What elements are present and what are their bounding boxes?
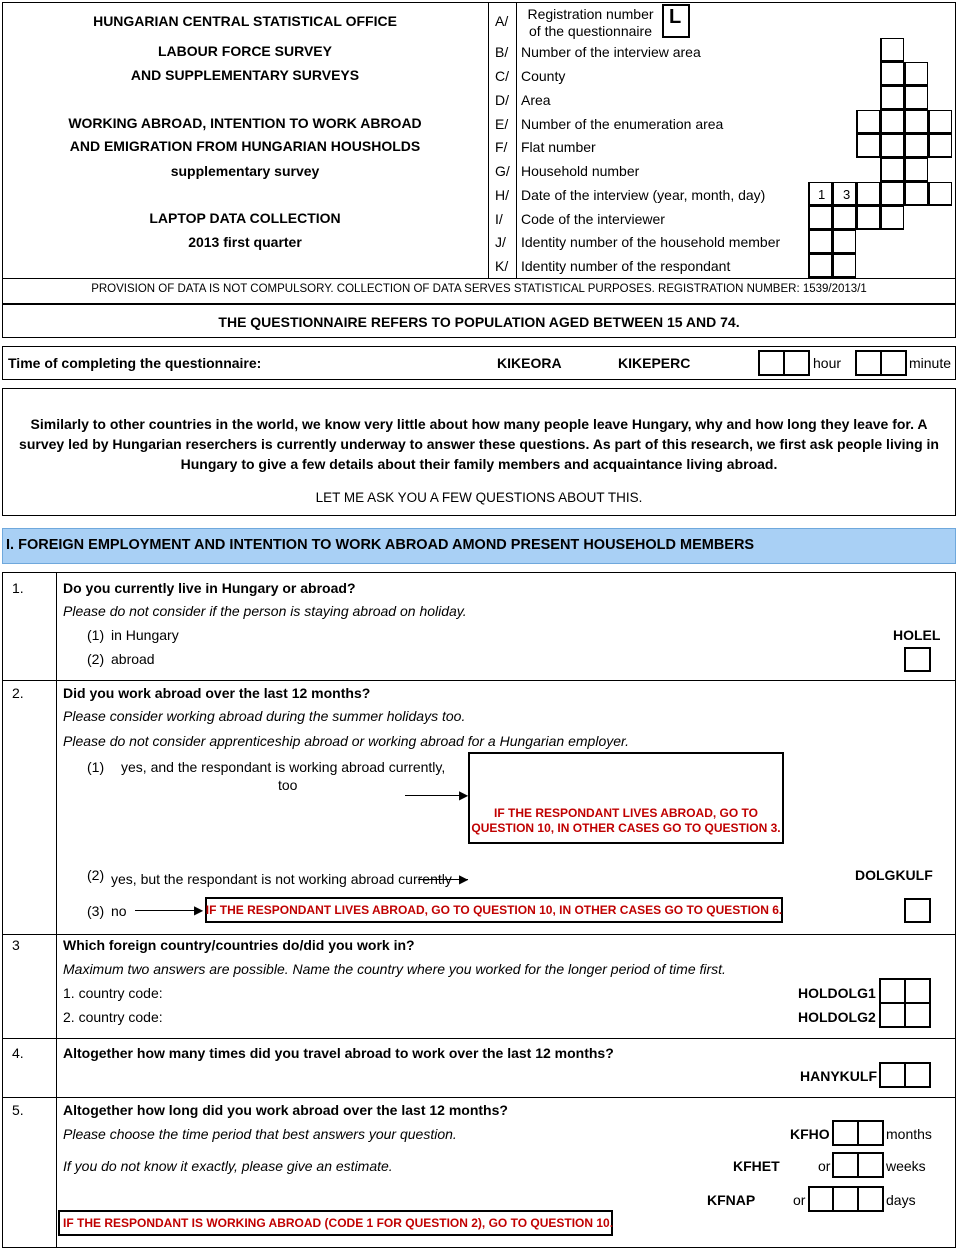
arrow-head-icon: ▶ [459,872,469,886]
q-separator [2,934,956,935]
or-label: or [818,1158,831,1174]
months-label: months [886,1126,932,1142]
survey-name: LABOUR FORCE SURVEY [158,43,332,59]
q3-number: 3 [12,937,20,953]
q4-number: 4. [12,1045,24,1061]
q2-note-2: Please do not consider apprenticeship abroad or working abroad for a Hungarian employer. [63,733,630,749]
laptop-label: LAPTOP DATA COLLECTION [149,210,341,226]
intro-ask: LET ME ASK YOU A FEW QUESTIONS ABOUT THIS. [315,490,643,505]
code-label: Number of the interview area [521,44,701,60]
code-letter: J/ [495,234,506,250]
arrow-head-icon: ▶ [194,903,204,917]
code-label: Date of the interview (year, month, day) [521,187,766,203]
q4-text: Altogether how many times did you travel abroad to work over the last 12 months? [63,1045,614,1061]
q2-opt3-code: (3) [87,903,105,919]
code-entry-cell[interactable] [808,254,832,278]
arrow-line [405,795,465,796]
code-entry-cell[interactable] [832,206,856,230]
q1-note: Please do not consider if the person is staying abroad on holiday. [63,603,467,619]
code-label: Flat number [521,139,596,155]
code-entry-cell[interactable] [856,182,880,206]
date-digit: 1 [818,187,826,202]
country1-box-2[interactable] [904,978,931,1004]
code-entry-cell[interactable] [832,230,856,254]
supplementary-label: supplementary survey [170,163,320,179]
code-entry-cell[interactable] [880,182,904,206]
code-letter: G/ [495,163,510,179]
code-entry-cell[interactable] [880,38,904,62]
topic-title-2: AND EMIGRATION FROM HUNGARIAN HOUSHOLDS [69,138,421,154]
provision-note: PROVISION OF DATA IS NOT COMPULSORY. COLLECTION OF DATA SERVES STATISTICAL PURPOSES. REGISTRATION NUMBER: 1539/2013/1 [91,283,867,295]
code-entry-cell[interactable] [880,134,904,158]
code-entry-cell[interactable] [904,134,928,158]
code-entry-cell[interactable] [904,182,928,206]
code-label: Household number [521,163,640,179]
header-divider [488,2,489,278]
number-column-line [56,572,57,1248]
code-entry-cell[interactable] [928,182,952,206]
code-label: Number of the enumeration area [521,116,724,132]
code-letter: C/ [495,68,509,84]
q5-note-1: Please choose the time period that best answers your question. [63,1126,457,1142]
code-letter: I/ [495,211,503,227]
intro-text: Similarly to other countries in the world, we know very little about how many people leave Hungary, why and how long they leave for. A survey led by Hungarian reserchers is currently underway to answer these questions. As part of this research, we first ask people living in Hungary to give a few details about their family members and acquaintance living abroad. [19,416,939,472]
q2-opt1: yes, and the respondant is working abroad currently, [121,759,446,775]
days-box-2[interactable] [832,1186,859,1212]
weeks-label: weeks [886,1158,926,1174]
code-entry-cell[interactable] [928,134,952,158]
code-letter: A/ [495,13,509,29]
registration-label: Registration number of the questionnaire [527,6,654,39]
q3-variable-2: HOLDOLG2 [798,1009,876,1025]
q2-opt2: yes, but the respondant is not working abroad currently [111,871,452,887]
q3-country1-label: 1. country code: [63,985,163,1001]
q1-answer-box[interactable] [904,647,931,672]
quarter-label: 2013 first quarter [188,234,302,250]
country2-box-2[interactable] [904,1002,931,1028]
code-letter: D/ [495,92,509,108]
code-entry-cell[interactable] [856,134,880,158]
code-label: Identity number of the respondant [521,258,731,274]
date-digit: 3 [843,187,851,202]
hour-box-1[interactable] [758,350,785,376]
q-separator [2,1038,956,1039]
age-note: THE QUESTIONNAIRE REFERS TO POPULATION AGED BETWEEN 15 AND 74. [218,314,740,330]
q2-number: 2. [12,685,24,701]
codes-divider [516,2,517,278]
code-letter: K/ [495,258,509,274]
topic-title: WORKING ABROAD, INTENTION TO WORK ABROAD [68,115,422,131]
survey-name-2: AND SUPPLEMENTARY SURVEYS [130,67,360,83]
q2-opt2-code: (2) [87,867,105,883]
q5-variable-1: KFHO [790,1126,830,1142]
code-label: Identity number of the household member [521,234,781,250]
arrow-head-icon: ▶ [459,788,469,802]
code-entry-cell[interactable] [856,110,880,134]
code-entry-cell[interactable] [880,110,904,134]
office-name: HUNGARIAN CENTRAL STATISTICAL OFFICE [93,13,397,29]
q4-variable: HANYKULF [800,1068,877,1084]
q2-text: Did you work abroad over the last 12 months? [63,685,371,701]
code-entry-cell[interactable] [904,110,928,134]
time-hour-code: KIKEORA [497,355,562,371]
code-letter: F/ [495,139,508,155]
code-label: Area [521,92,551,108]
q2-opt3: no [111,903,127,919]
q5-number: 5. [12,1102,24,1118]
weeks-box-1[interactable] [832,1152,859,1178]
q1-number: 1. [12,580,24,596]
country2-box-1[interactable] [879,1002,906,1028]
q1-opt1-code: (1) [87,627,105,643]
q3-variable-1: HOLDOLG1 [798,985,876,1001]
q2-note-1: Please consider working abroad during the summer holidays too. [63,708,466,724]
minute-box-2[interactable] [880,350,907,376]
code-entry-cell[interactable] [880,206,904,230]
q5-variable-3: KFNAP [707,1192,756,1208]
times-box-1[interactable] [879,1062,906,1088]
arrow-line [135,910,200,911]
q1-variable: HOLEL [893,627,941,643]
times-box-2[interactable] [904,1062,931,1088]
minute-label: minute [909,355,952,371]
q2-opt1-code: (1) [87,759,105,775]
q3-text: Which foreign country/countries do/did you work in? [63,937,415,953]
q1-opt2: abroad [111,651,155,667]
hour-box-2[interactable] [783,350,810,376]
code-entry-cell[interactable] [808,206,832,230]
code-label: Code of the interviewer [521,211,665,227]
q2-instruction-1b: QUESTION 10, IN OTHER CASES GO TO QUESTION 3. [471,821,781,835]
q2-instruction-2: IF THE RESPONDANT LIVES ABROAD, GO TO QUESTION 10, IN OTHER CASES GO TO QUESTION 6. [205,903,783,917]
code-entry-cell[interactable] [856,206,880,230]
code-letter: H/ [495,187,509,203]
q-separator [2,1097,956,1098]
code-entry-cell[interactable] [832,182,856,206]
code-entry-cell[interactable] [904,62,928,86]
registration-value: L [669,6,682,28]
code-entry-cell[interactable] [928,110,952,134]
weeks-box-2[interactable] [857,1152,884,1178]
q-separator [2,680,956,681]
q2-answer-box[interactable] [904,898,931,923]
q5-instruction: IF THE RESPONDANT IS WORKING ABROAD (CODE 1 FOR QUESTION 2), GO TO QUESTION 10. [63,1216,614,1230]
code-letter: E/ [495,116,509,132]
days-label: days [886,1192,916,1208]
code-entry-cell[interactable] [808,230,832,254]
q2-variable: DOLGKULF [855,867,933,883]
q5-text: Altogether how long did you work abroad over the last 12 months? [63,1102,508,1118]
or-label: or [793,1192,806,1208]
time-minute-code: KIKEPERC [618,355,691,371]
header-bottom-line [2,278,956,279]
days-box-3[interactable] [857,1186,884,1212]
q2-instruction-1a: IF THE RESPONDANT LIVES ABROAD, GO TO [493,806,759,820]
code-entry-cell[interactable] [904,158,928,182]
code-entry-cell[interactable] [880,158,904,182]
q3-country2-label: 2. country code: [63,1009,163,1025]
country1-box-1[interactable] [879,978,906,1004]
code-label: County [521,68,566,84]
months-box-1[interactable] [832,1120,859,1146]
q5-variable-2: KFHET [733,1158,780,1174]
time-label: Time of completing the questionnaire: [8,355,262,371]
code-letter: B/ [495,44,509,60]
minute-box-1[interactable] [855,350,882,376]
q3-note: Maximum two answers are possible. Name the country where you worked for the longer period of time first. [63,961,726,977]
code-entry-cell[interactable] [904,86,928,110]
code-entry-cell[interactable] [832,254,856,278]
code-entry-cell[interactable] [880,86,904,110]
months-box-2[interactable] [857,1120,884,1146]
code-entry-cell[interactable] [880,62,904,86]
q5-note-2: If you do not know it exactly, please give an estimate. [63,1158,393,1174]
q1-opt2-code: (2) [87,651,105,667]
q2-opt1-cont: too [278,777,298,793]
section-title: I. FOREIGN EMPLOYMENT AND INTENTION TO WORK ABROAD AMOND PRESENT HOUSEHOLD MEMBERS [6,537,755,553]
code-entry-cell[interactable] [808,182,832,206]
q1-text: Do you currently live in Hungary or abroad? [63,580,356,596]
hour-label: hour [813,355,842,371]
days-box-1[interactable] [808,1186,835,1212]
q1-opt1: in Hungary [111,627,179,643]
